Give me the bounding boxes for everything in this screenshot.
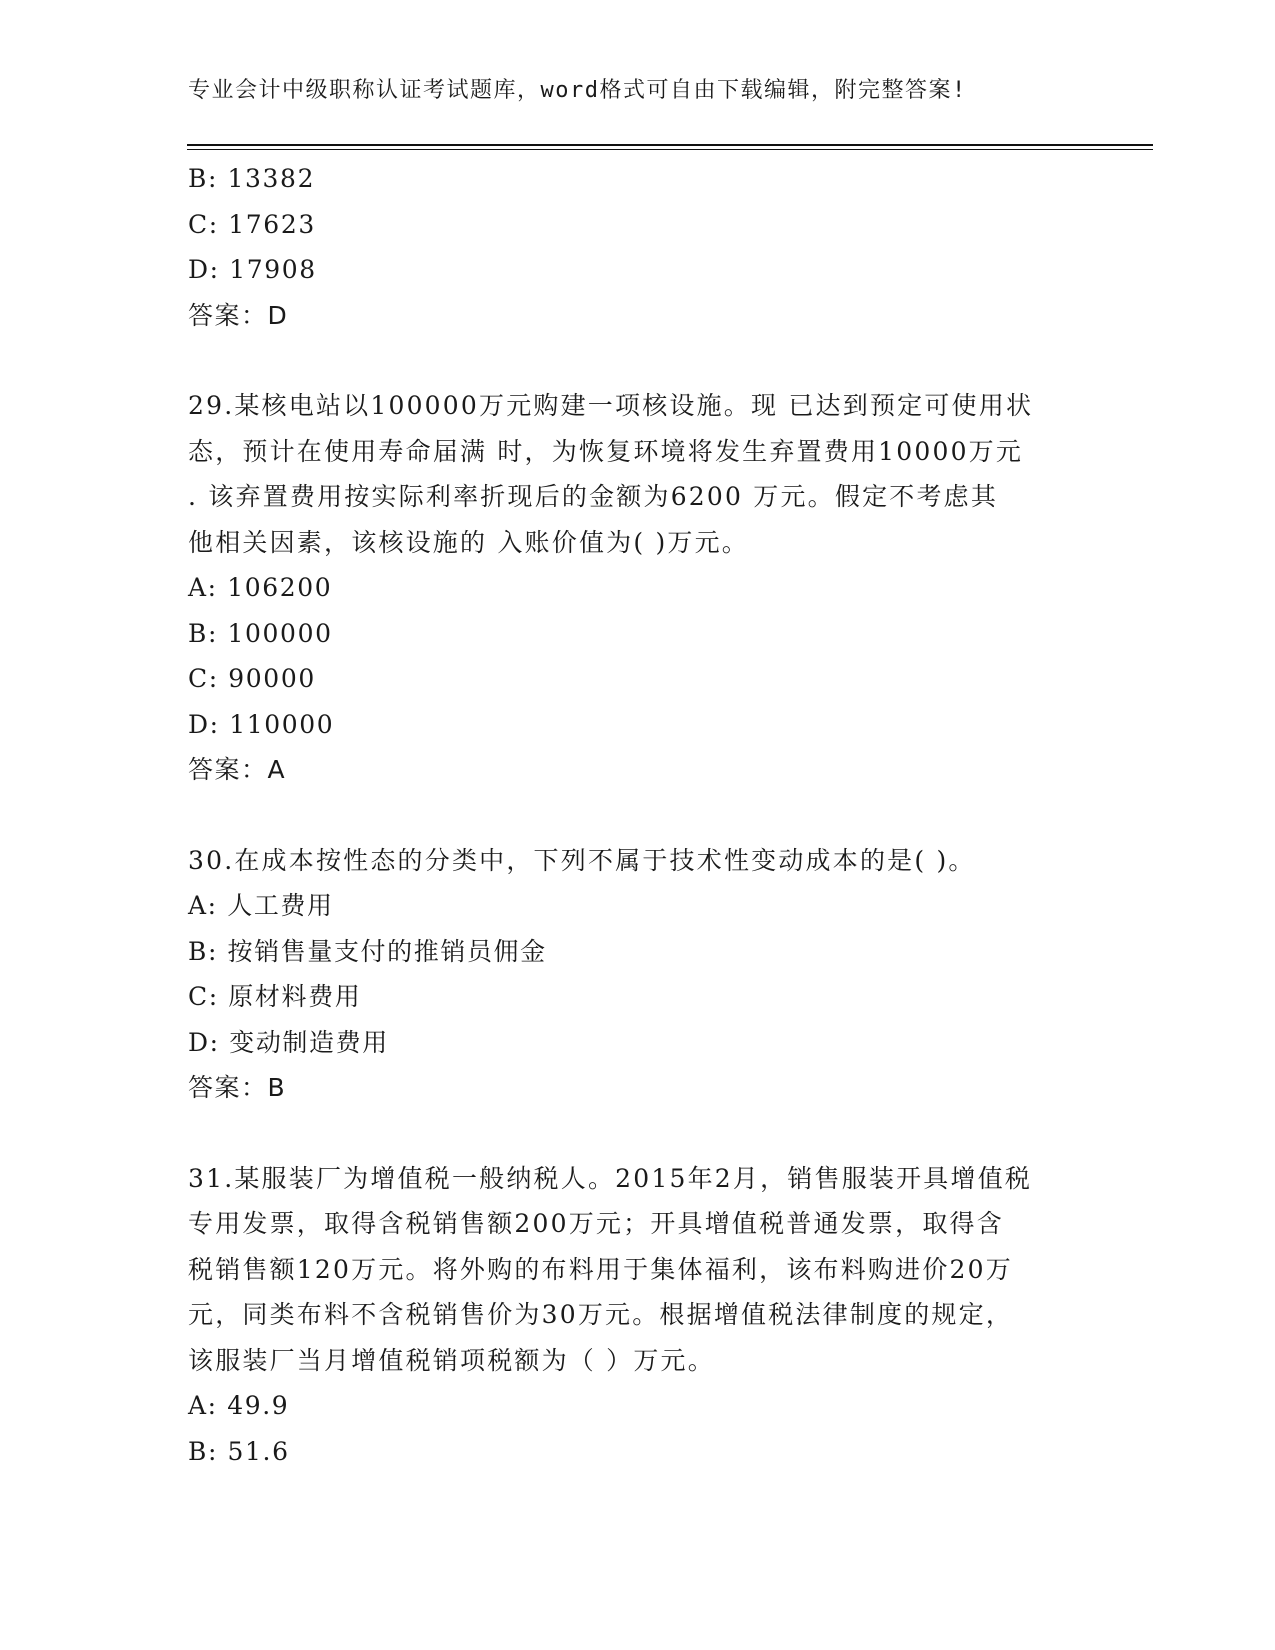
question-stem-line: 29.某核电站以100000万元购建一项核设施。现 已达到预定可使用状 [188,391,1034,420]
option-d: D: 变动制造费用 [188,1027,389,1057]
spacer [188,793,1088,838]
question-30 [188,838,1088,1111]
question-stem-line: 他相关因素，该核设施的 入账价值为( )万元。 [188,527,750,557]
option-a: A: 106200 [188,573,333,602]
answer-line: 答案：B [188,1073,287,1102]
option-b: B: 13382 [188,164,316,193]
answer-line: 答案：A [188,755,287,784]
question-stem-line: . 该弃置费用按实际利率折现后的金额为6200 万元。假定不考虑其 [188,482,999,511]
header-divider [187,144,1153,150]
spacer [188,338,1088,383]
question-list [188,156,1088,1474]
option-c: C: 原材料费用 [188,982,362,1011]
option-b: B: 51.6 [188,1436,290,1466]
question-stem-line: 31.某服装厂为增值税一般纳税人。2015年2月，销售服装开具增值税 [188,1163,1033,1193]
question-stem-line: 专用发票，取得含税销售额200万元；开具增值税普通发票，取得含 [188,1209,1004,1238]
question-28-tail [188,156,1088,338]
page-header: 专业会计中级职称认证考试题库，word格式可自由下载编辑，附完整答案! [188,78,967,103]
option-d: D: 110000 [188,709,335,739]
question-stem-line: 30.在成本按性态的分类中，下列不属于技术性变动成本的是( )。 [188,845,976,875]
option-b: B: 100000 [188,618,333,648]
answer-line: 答案：D [188,300,289,330]
option-d: D: 17908 [188,255,317,284]
question-stem-line: 元，同类布料不含税销售价为30万元。根据增值税法律制度的规定， [188,1300,1014,1329]
option-b: B: 按销售量支付的推销员佣金 [188,936,547,966]
question-stem-line: 税销售额120万元。将外购的布料用于集体福利，该布料购进价20万 [188,1254,1013,1284]
option-c: C: 90000 [188,664,316,693]
spacer [188,1111,1088,1156]
question-stem-line: 该服装厂当月增值税销项税额为（ ）万元。 [188,1345,715,1375]
option-c: C: 17623 [188,209,316,239]
option-a: A: 人工费用 [188,891,334,920]
question-29 [188,383,1088,793]
option-a: A: 49.9 [188,1391,290,1420]
question-31 [188,1156,1088,1475]
question-stem-line: 态，预计在使用寿命届满 时，为恢复环境将发生弃置费用10000万元 [188,436,1024,466]
